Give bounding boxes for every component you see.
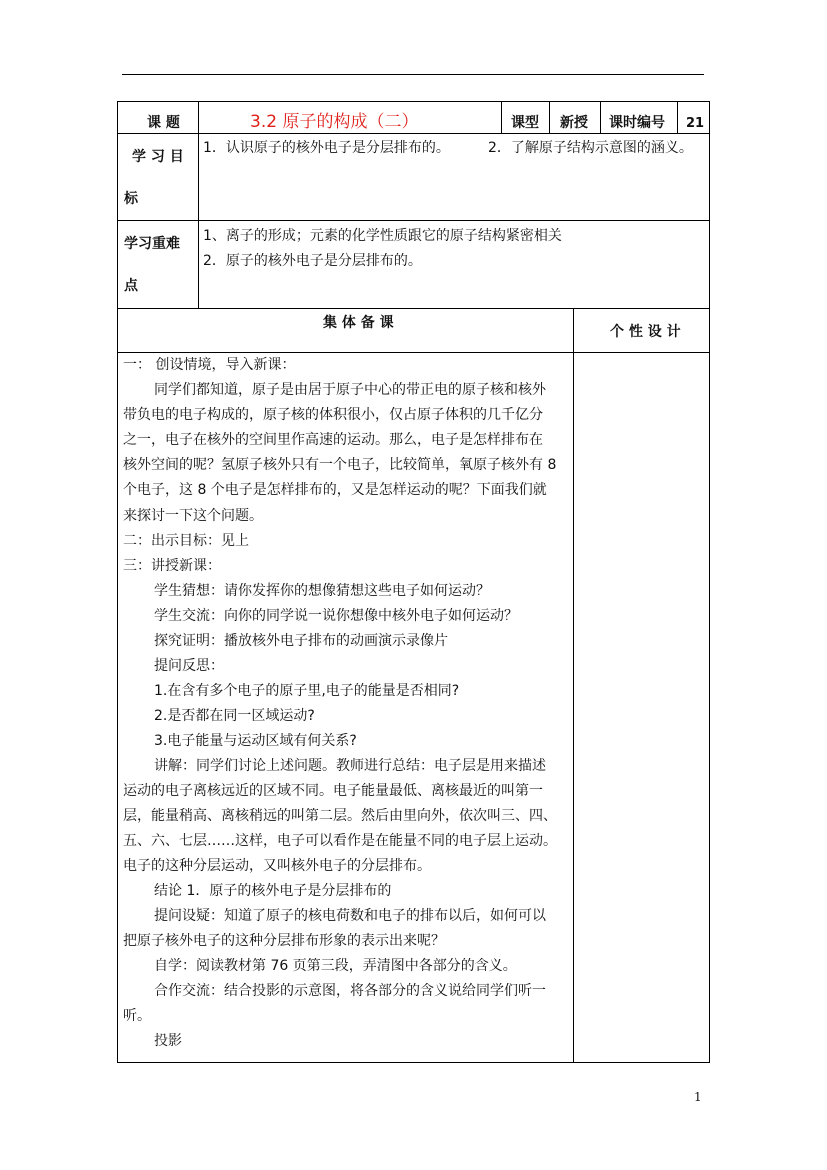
content-line: 提问反思：	[154, 658, 224, 674]
content-line: 合作交流：结合投影的示意图，将各部分的含义说给同学们听一	[154, 983, 546, 999]
column-header-personal: 个 性 设 计	[610, 324, 681, 340]
content-line: 结论 1．原子的核外电子是分层排布的	[154, 883, 392, 899]
content-line: 层，能量稍高、离核稍远的叫第二层。然后由里向外，依次叫三、四、	[123, 808, 557, 824]
keypoint-item-2: 2．原子的核外电子是分层排布的。	[203, 253, 422, 269]
content-line: 一： 创设情境，导入新课：	[123, 357, 296, 373]
content-line: 自学：阅读教材第 76 页第三段，弄清图中各部分的含义。	[154, 958, 517, 974]
objectives-label-line2: 标	[124, 191, 138, 207]
content-line: 讲解：同学们讨论上述问题。教师进行总结：电子层是用来描述	[154, 758, 546, 774]
objectives-label-line1: 学 习 目	[132, 149, 184, 165]
content-line: 运动的电子离核远近的区域不同。电子能量最低、离核最近的叫第一	[123, 783, 543, 799]
objective-item-1: 1．认识原子的核外电子是分层排布的。	[203, 140, 450, 156]
content-line: 听。	[123, 1008, 151, 1024]
content-line: 探究证明：播放核外电子排布的动画演示录像片	[154, 633, 448, 649]
label-topic: 课 题	[147, 115, 180, 131]
keypoints-label-line2: 点	[124, 278, 138, 294]
content-line: 二：出示目标：见上	[123, 533, 249, 549]
content-line: 五、六、七层……这样，电子可以看作是在能量不同的电子层上运动。	[123, 833, 557, 849]
lesson-number-value: 21	[686, 116, 705, 131]
content-line: 电子的这种分层运动，又叫核外电子的分层排布。	[123, 858, 431, 874]
column-header-collective: 集 体 备 课	[323, 315, 394, 331]
content-line: 把原子核外电子的这种分层排布形象的表示出来呢？	[123, 933, 445, 949]
content-line: 学生猜想：请你发挥你的想像猜想这些电子如何运动？	[154, 583, 490, 599]
content-line: 带负电的电子构成的，原子核的体积很小，仅占原子体积的几千亿分	[123, 407, 543, 423]
content-line: 3.电子能量与运动区域有何关系?	[154, 733, 357, 749]
content-line: 同学们都知道，原子是由居于原子中心的带正电的原子核和核外	[154, 382, 546, 398]
objective-item-2: 2．了解原子结构示意图的涵义。	[488, 140, 693, 156]
label-lesson-number: 课时编号	[609, 115, 665, 131]
content-line: 1.在含有多个电子的原子里,电子的能量是否相同?	[154, 683, 460, 699]
content-line: 学生交流：向你的同学说一说你想像中核外电子如何运动？	[154, 608, 518, 624]
lesson-title: 3.2 原子的构成（二）	[250, 112, 419, 132]
label-lesson-type: 课型	[511, 115, 539, 131]
keypoint-item-1: 1、离子的形成；元素的化学性质跟它的原子结构紧密相关	[203, 228, 562, 244]
page-number: 1	[694, 1090, 702, 1104]
content-line: 个电子，这 8 个电子是怎样排布的，又是怎样运动的呢？下面我们就	[123, 482, 547, 498]
content-line: 2.是否都在同一区域运动?	[154, 708, 315, 724]
keypoints-label-line1: 学习重难	[124, 236, 180, 252]
content-line: 投影	[154, 1033, 182, 1049]
content-line: 三：讲授新课：	[123, 558, 221, 574]
content-line: 之一，电子在核外的空间里作高速的运动。那么，电子是怎样排布在	[123, 432, 543, 448]
content-line: 核外空间的呢？氢原子核外只有一个电子，比较简单，氧原子核外有 8	[123, 457, 557, 473]
content-line: 来探讨一下这个问题。	[123, 508, 263, 524]
lesson-type-value: 新授	[560, 115, 588, 131]
content-line: 提问设疑：知道了原子的核电荷数和电子的排布以后，如何可以	[154, 908, 546, 924]
